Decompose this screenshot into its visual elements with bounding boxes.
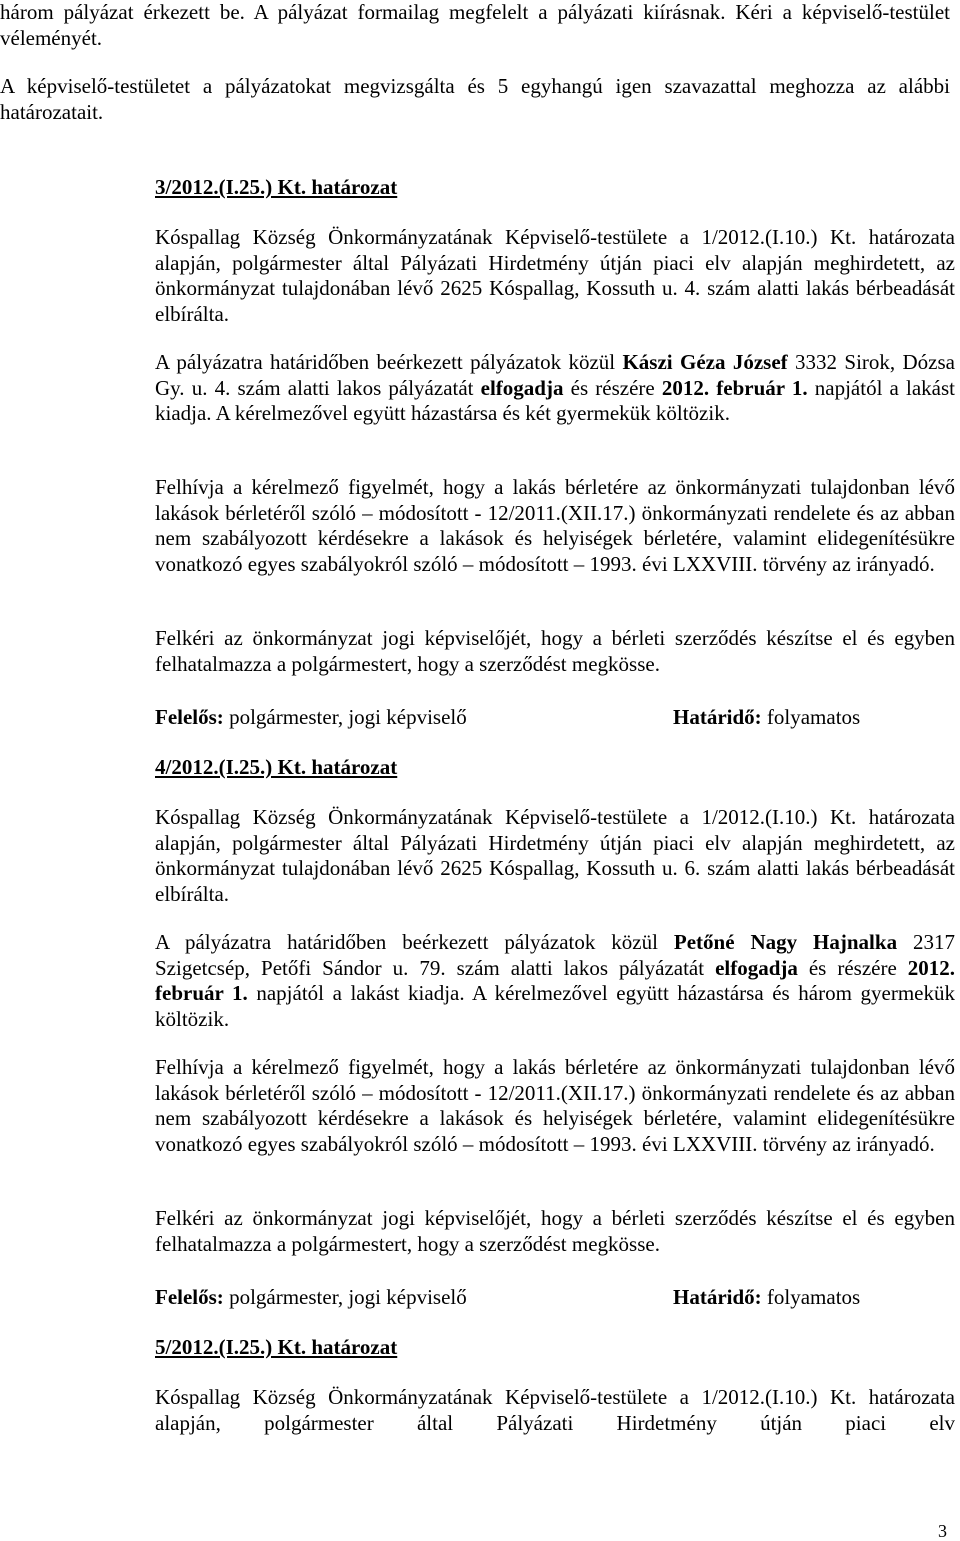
decision-text: A pályázatra határidőben beérkezett pályázatok közül <box>155 350 623 374</box>
resolution-decision <box>155 930 955 1032</box>
applicant-name: Petőné Nagy Hajnalka <box>673 930 898 954</box>
decision-text: 2317 Szigetcsép, Petőfi Sándor u. 79. szám alatti lakos pályázatát <box>155 930 956 980</box>
responsible-value: polgármester, jogi képviselő <box>223 705 467 729</box>
intro-decision-paragraph: A képviselő-testületet a pályázatokat megvizsgálta és 5 egyhangú igen szavazattal meghozza az alábbi határozatait. <box>0 74 950 124</box>
deadline <box>673 1285 860 1311</box>
resolution-request: Felkéri az önkormányzat jogi képviselőjét, hogy a bérleti szerződés készítse el és egyben felhatalmazza a polgármestert, hogy a szerződést megkösse. <box>155 626 955 676</box>
page-number: 3 <box>938 1521 947 1541</box>
resolution-request: Felkéri az önkormányzat jogi képviselőjét, hogy a bérleti szerződés készítse el és egyben felhatalmazza a polgármestert, hogy a szerződést megkösse. <box>155 1206 955 1256</box>
decision-date: 2012. február 1. <box>155 955 956 1006</box>
applicant-name: Kászi Géza József <box>622 350 788 374</box>
resolution-attention: Felhívja a kérelmező figyelmét, hogy a lakás bérletére az önkormányzati tulajdonban lévő lakások bérletéről szóló – módosított - 12/2011.(XII.17.) önkormányzati rendelete és az abban nem szabályozott kérdésekre a lakások és helyiségek bérletére, valamint elidegenítésükre vonatkozó egyes szabályokról szóló – módosított – 1993. évi LXXVIII. törvény az irányadó. <box>155 475 955 576</box>
deadline <box>673 705 860 731</box>
deadline-value: folyamatos <box>761 1285 861 1309</box>
decision-accept: elfogadja <box>480 375 564 400</box>
responsible-line <box>155 705 955 731</box>
decision-date: 2012. február 1. <box>661 375 808 400</box>
decision-accept: elfogadja <box>715 955 798 980</box>
intro-paragraph: három pályázat érkezett be. A pályázat formailag megfelelt a pályázati kiírásnak. Kéri a képviselő-testület véleményét. <box>0 0 950 50</box>
resolution-basis: Kóspallag Község Önkormányzatának Képviselő-testülete a 1/2012.(I.10.) Kt. határozata alapján, polgármester által Pályázati Hirdetmény útján piaci elv alapján meghirdetett, az önkormányzat tulajdonában lévő 2625 Kóspallag, Kossuth u. 6. szám alatti lakás bérbeadását elbírálta. <box>155 805 955 906</box>
deadline-label: Határidő: <box>673 705 762 729</box>
decision-text: és részére <box>797 955 908 980</box>
resolution-title: 3/2012.(I.25.) Kt. határozat <box>155 175 398 199</box>
resolution-decision <box>155 350 955 427</box>
deadline-label: Határidő: <box>673 1285 762 1309</box>
resolution-basis: Kóspallag Község Önkormányzatának Képviselő-testülete a 1/2012.(I.10.) Kt. határozata alapján, polgármester által Pályázati Hirdetmény útján piaci elv alapján meghirdetett, az önkormányzat tulajdonában lévő 2625 Kóspallag, Kossuth u. 4. szám alatti lakás bérbeadását elbírálta. <box>155 225 955 326</box>
resolution-basis: Kóspallag Község Önkormányzatának Képviselő-testülete a 1/2012.(I.10.) Kt. határozata alapján, polgármester által Pályázati Hirdetmény útján piaci elv <box>155 1385 955 1435</box>
decision-text: és részére <box>563 375 662 400</box>
decision-text: 3332 Sirok, Dózsa Gy. u. 4. szám alatti lakos pályázatát <box>155 350 955 400</box>
decision-text: napjától a lakást kiadja. A kérelmezővel együtt házastársa és két gyermekük költözik. <box>155 375 956 426</box>
decision-text: A pályázatra határidőben beérkezett pályázatok közül <box>155 930 674 954</box>
responsible-label: Felelős: <box>155 705 224 729</box>
resolution-title: 4/2012.(I.25.) Kt. határozat <box>155 755 398 779</box>
resolution-title: 5/2012.(I.25.) Kt. határozat <box>155 1335 398 1359</box>
decision-text: napjától a lakást kiadja. A kérelmezővel együtt házastársa és három gyermekük költözik. <box>155 981 955 1031</box>
resolution-attention: Felhívja a kérelmező figyelmét, hogy a lakás bérletére az önkormányzati tulajdonban lévő lakások bérletéről szóló – módosított - 12/2011.(XII.17.) önkormányzati rendelete és az abban nem szabályozott kérdésekre a lakások és helyiségek bérletére, valamint elidegenítésükre vonatkozó egyes szabályokról szóló – módosított – 1993. évi LXXVIII. törvény az irányadó. <box>155 1055 955 1156</box>
responsible-value: polgármester, jogi képviselő <box>223 1285 467 1309</box>
responsible-line <box>155 1285 955 1311</box>
deadline-value: folyamatos <box>761 705 861 729</box>
responsible-label: Felelős: <box>155 1285 224 1309</box>
